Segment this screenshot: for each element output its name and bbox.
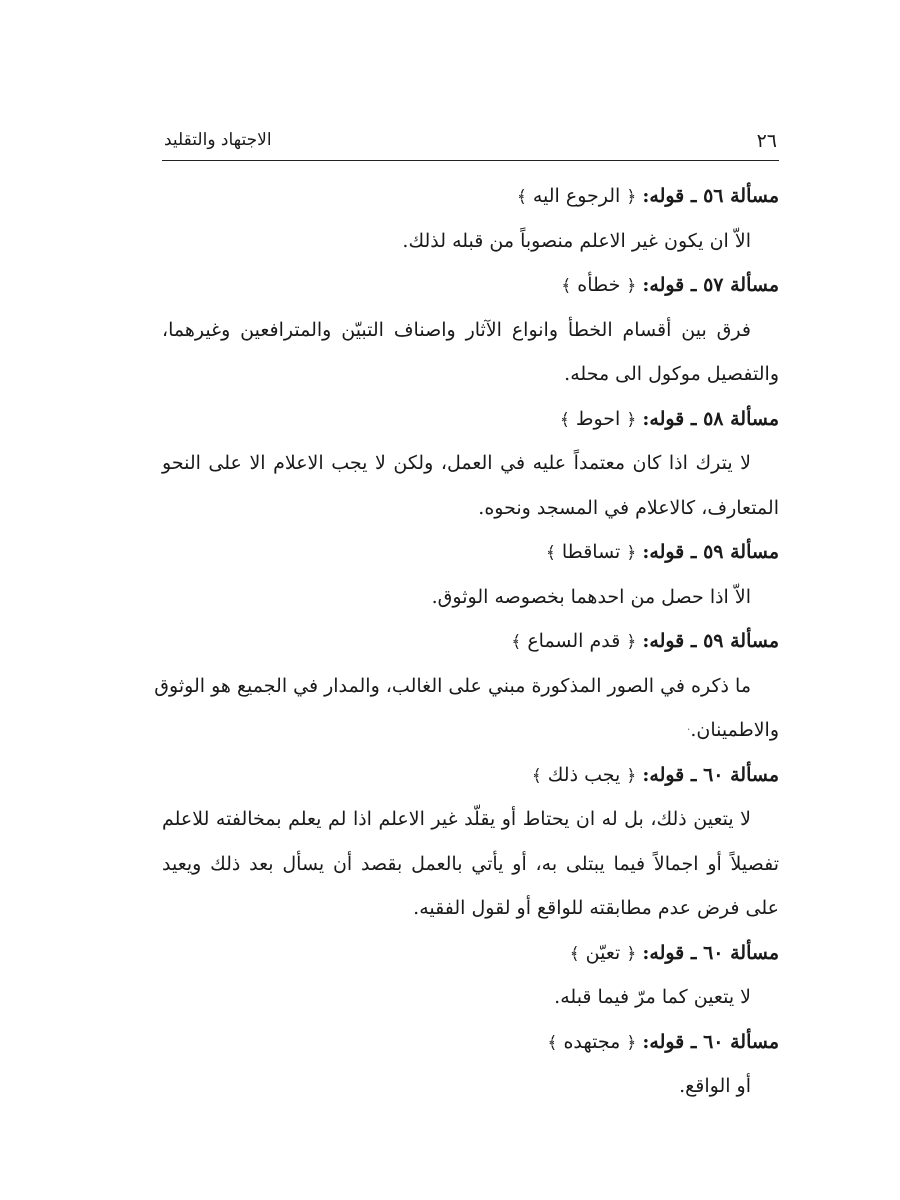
quoted-phrase: يجب ذلك (547, 763, 621, 786)
answer-line: ما ذكره في الصور المذكورة مبني على الغالب، والمدار في الجميع هو الوثوق (154, 674, 751, 697)
quoted-phrase: خطأه (577, 274, 621, 296)
question-line: مسألة ٥٩ ـ قوله: ﴿ قدم السماع ﴾ (511, 630, 779, 652)
question-line: مسألة ٥٩ ـ قوله: ﴿ تساقطا ﴾ (545, 541, 779, 563)
question-label: مسألة ٥٨ ـ قوله: (642, 407, 779, 430)
question-label: مسألة ٦٠ ـ قوله: (642, 763, 779, 786)
question-line: مسألة ٥٨ ـ قوله: ﴿ احوط ﴾ (559, 407, 779, 430)
question-line: مسألة ٦٠ ـ قوله: ﴿ مجتهده ﴾ (547, 1030, 779, 1053)
answer-line: فرق بين أقسام الخطأ وانواع الآثار واصناف التبيّن والمترافعين وغيرهما، (162, 318, 751, 341)
quoted-phrase: تساقطا (561, 541, 621, 563)
question-line: مسألة ٥٧ ـ قوله: ﴿ خطأه ﴾ (561, 274, 779, 296)
body-text (154, 174, 779, 1109)
question-label: مسألة ٥٩ ـ قوله: (642, 541, 779, 563)
quoted-phrase: تعيّن (585, 941, 621, 964)
question-label: مسألة ٦٠ ـ قوله: (642, 1030, 779, 1053)
answer-line: أو الواقع. (679, 1075, 751, 1097)
answer-continuation-line: والتفصيل موكول الى محله. (564, 363, 779, 385)
answer-continuation-line: تفصيلاً أو اجمالاً فيما يبتلى به، أو يأتي بالعمل بقصد أن يسأل بعد ذلك ويعيد (162, 852, 779, 875)
question-label: مسألة ٥٦ ـ قوله: (642, 185, 779, 207)
question-label: مسألة ٥٩ ـ قوله: (642, 630, 779, 652)
answer-line: لا يتعين كما مرّ فيما قبله. (554, 986, 751, 1008)
answer-continuation-text: والاطمينان. (690, 719, 779, 741)
answer-line: الاّ اذا حصل من احدهما بخصوصه الوثوق. (431, 585, 751, 608)
running-header (162, 126, 779, 161)
answer-line: لا يتعين ذلك، بل له ان يحتاط أو يقلّد غير الاعلم اذا لم يعلم بمخالفته للاعلم (162, 808, 751, 830)
question-label: مسألة ٥٧ ـ قوله: (642, 274, 779, 296)
running-title: الاجتهاد والتقليد (164, 130, 272, 150)
answer-continuation-line (162, 708, 779, 753)
question-line: مسألة ٦٠ ـ قوله: ﴿ يجب ذلك ﴾ (531, 763, 779, 786)
quoted-phrase: احوط (575, 407, 621, 430)
quoted-phrase: قدم السماع (527, 630, 621, 652)
question-line: مسألة ٥٦ ـ قوله: ﴿ الرجوع اليه ﴾ (516, 185, 779, 207)
margin-mark: · (686, 723, 691, 736)
quoted-phrase: الرجوع اليه (532, 185, 621, 207)
question-label: مسألة ٦٠ ـ قوله: (642, 941, 779, 964)
answer-line: الاّ ان يكون غير الاعلم منصوباً من قبله لذلك. (402, 229, 751, 252)
answer-line: لا يترك اذا كان معتمداً عليه في العمل، ولكن لا يجب الاعلام الا على النحو (162, 452, 751, 474)
page-number: ٢٦ (756, 130, 777, 152)
answer-continuation-line: المتعارف، كالاعلام في المسجد ونحوه. (478, 496, 779, 519)
answer-continuation-line: على فرض عدم مطابقته للواقع أو لقول الفقيه. (413, 897, 779, 919)
question-line: مسألة ٦٠ ـ قوله: ﴿ تعيّن ﴾ (569, 941, 779, 964)
quoted-phrase: مجتهده (563, 1030, 621, 1053)
